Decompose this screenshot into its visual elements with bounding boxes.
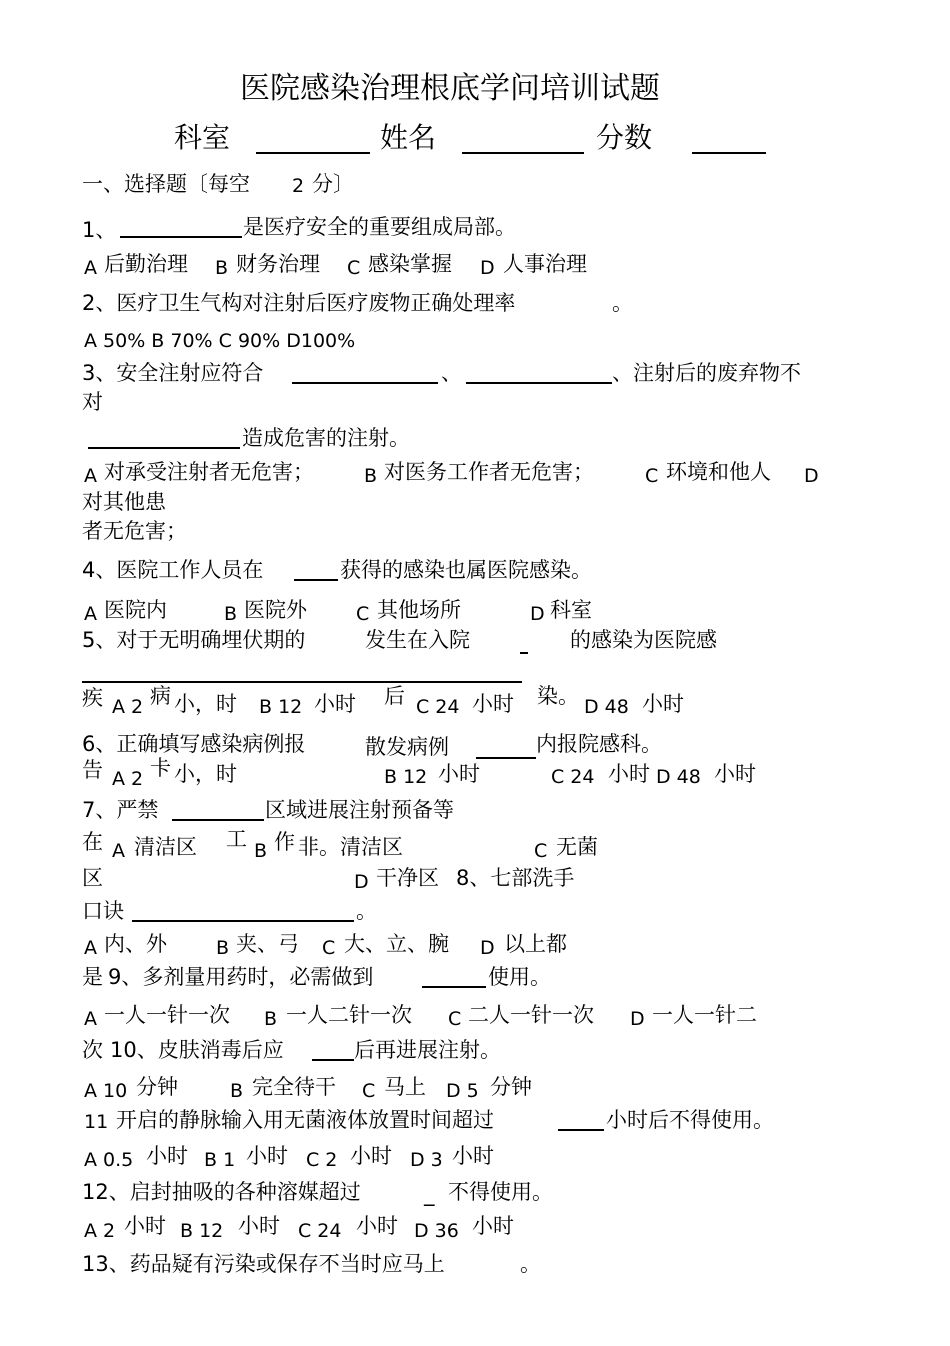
dept-blank[interactable] (256, 152, 370, 154)
q5-text-a: 5、对于无明确埋伏期的 (82, 628, 306, 652)
q12-text-c: 不得使用。 (448, 1180, 553, 1204)
q8-start: 8、七部洗手 (456, 866, 575, 890)
q2-end: 。 (612, 291, 633, 315)
q1-opt-c: 感染掌握 (368, 252, 452, 276)
q8-opt-b: 夹、弓 (236, 932, 299, 956)
q2-options: A 50% B 70% C 90% D100% (84, 330, 356, 352)
q3-text-e: 造成危害的注射。 (242, 426, 410, 450)
q8-text-b: 。 (356, 899, 377, 923)
section-label: 一、选择题〔每空 (82, 172, 250, 196)
q1-opt-d: 人事治理 (503, 252, 587, 276)
q5-opt-a: A 2 (112, 696, 144, 718)
q3-opt-c-letter: C (645, 465, 659, 487)
q4-opt-c: 其他场所 (377, 598, 461, 622)
q12-opt-c: C 24 (298, 1220, 342, 1242)
q6-text-d: 告 (82, 758, 103, 782)
q6-blank[interactable] (476, 757, 536, 759)
score-label: 分数 (596, 121, 653, 154)
q8-opt-d: 以上都 (504, 932, 567, 956)
q10-opt-c: 马上 (384, 1075, 426, 1099)
q9-opt-d-letter: D (630, 1008, 645, 1030)
q1-opt-c-letter: C (347, 257, 361, 279)
q4-text-a: 4、医院工作人员在 (82, 558, 264, 582)
q5-opt-a-unit: 小，时 (174, 692, 237, 716)
q5-text-m: 染。 (537, 684, 579, 708)
q11-text-c: 小时后不得使用。 (606, 1108, 774, 1132)
q4-opt-b-letter: B (224, 603, 238, 625)
q7-opt-a-letter: A (112, 840, 125, 862)
q10-opt-c-letter: C (362, 1080, 376, 1102)
q10-opt-b: 完全待干 (252, 1075, 336, 1099)
q3-opt-b: 对医务工作者无危害； (384, 460, 594, 484)
q9-opt-d: 一人一针二 (652, 1003, 757, 1027)
q9-opt-b: 一人二针一次 (286, 1003, 412, 1027)
q9-opt-a: 一人一针一次 (104, 1003, 230, 1027)
q7-opt-b-letter: B (254, 840, 268, 862)
q9-opt-c: 二人一针一次 (468, 1003, 594, 1027)
q6-opt-b: B 12 (384, 766, 428, 788)
q1-opt-a-letter: A (84, 257, 97, 279)
q5-text-f: 病 (150, 684, 171, 708)
q11-opt-c: C 2 (306, 1149, 338, 1171)
q2-text: 2、医疗卫生气构对注射后医疗废物正确处理率 (82, 291, 516, 315)
q4-opt-c-letter: C (356, 603, 370, 625)
q4-text-b: 获得的感染也属医院感染。 (340, 558, 592, 582)
q3-opt-d-line2: 对其他患 (82, 490, 166, 514)
q11-opt-a-unit: 小时 (146, 1144, 188, 1168)
q1-opt-d-letter: D (480, 257, 495, 279)
q6-opt-c-unit: 小时 (608, 762, 650, 786)
q12-blank[interactable]: _ (424, 1182, 435, 1206)
q5-blank-2[interactable] (82, 681, 522, 683)
q5-blank-1[interactable] (520, 652, 528, 654)
q13-text-a: 13、药品疑有污染或保存不当时应马上 (82, 1252, 445, 1276)
q10-opt-d: D 5 (446, 1080, 479, 1102)
q8-opt-a: 内、外 (104, 932, 167, 956)
q4-opt-a-letter: A (84, 603, 97, 625)
q10-opt-a-unit: 分钟 (136, 1075, 178, 1099)
q9-text-b: 9、多剂量用药时，必需做到 (108, 965, 374, 989)
q9-opt-a-letter: A (84, 1008, 97, 1030)
q7-opt-d: 干净区 (376, 866, 439, 890)
q11-opt-b: B 1 (204, 1149, 236, 1171)
q7-opt-a: 清洁区 (134, 835, 197, 859)
q12-opt-d: D 36 (414, 1220, 459, 1242)
score-blank[interactable] (692, 152, 766, 154)
q5-text-d: 疾 (82, 686, 103, 710)
q8-opt-c: 大、立、腕 (344, 932, 449, 956)
section-unit: 分〕 (312, 172, 354, 196)
q6-text-c: 内报院感科。 (536, 732, 662, 756)
q7-opt-c: 无菌 (556, 835, 598, 859)
q5-opt-d-unit: 小时 (642, 692, 684, 716)
q1-text: 是医疗安全的重要组成局部。 (243, 215, 516, 239)
q5-opt-c-unit: 小时 (472, 692, 514, 716)
q8-opt-c-letter: C (322, 937, 336, 959)
q3-blank-2[interactable] (466, 382, 612, 384)
q6-opt-d: D 48 (656, 766, 701, 788)
q8-opt-d-letter: D (480, 937, 495, 959)
q7-opt-d-letter: D (354, 871, 369, 893)
q5-opt-c: C 24 (416, 696, 460, 718)
name-label: 姓名 (380, 121, 437, 154)
section-num: 2 (292, 175, 305, 197)
q10-opt-d-unit: 分钟 (490, 1075, 532, 1099)
q12-opt-d-unit: 小时 (472, 1214, 514, 1238)
q11-opt-d: D 3 (410, 1149, 443, 1171)
q1-opt-b-letter: B (215, 257, 229, 279)
q8-blank[interactable] (132, 920, 354, 922)
q12-text-a: 12、启封抽吸的各种溶媒超过 (82, 1180, 361, 1204)
q1-opt-b: 财务治理 (236, 252, 320, 276)
q8-opt-b-letter: B (216, 937, 230, 959)
q3-opt-a-letter: A (84, 465, 97, 487)
q7-text-l: 区 (82, 866, 103, 890)
q4-opt-d: 科室 (550, 598, 592, 622)
q9-blank[interactable] (422, 986, 486, 988)
q3-opt-d-letter: D (804, 465, 819, 487)
q11-number: 11 (84, 1111, 109, 1133)
q7-text-a: 7、严禁 (82, 798, 159, 822)
q3-blank-1[interactable] (292, 382, 438, 384)
q10-blank[interactable] (312, 1059, 354, 1061)
q5-text-c: 的感染为医院感 (570, 628, 717, 652)
q3-opt-c: 环境和他人 (666, 460, 771, 484)
q6-text-b: 散发病例 (365, 735, 449, 759)
q12-opt-a-unit: 小时 (124, 1214, 166, 1238)
q6-opt-c: C 24 (551, 766, 595, 788)
q11-opt-c-unit: 小时 (350, 1144, 392, 1168)
q7-text-b: 区域进展注射预备等 (265, 798, 454, 822)
q5-text-b: 发生在入院 (365, 628, 470, 652)
q12-opt-a: A 2 (84, 1220, 116, 1242)
q11-opt-a: A 0.5 (84, 1149, 134, 1171)
q5-opt-b-unit: 小时 (314, 692, 356, 716)
q3-opt-a: 对承受注射者无危害； (104, 460, 314, 484)
q10-text-c: 后再进展注射。 (354, 1038, 501, 1062)
q7-blank[interactable] (172, 819, 264, 821)
q6-text-f: 卡 (150, 756, 171, 780)
page-title: 医院感染治理根底学问培训试题 (240, 71, 660, 106)
q10-opt-a: A 10 (84, 1080, 128, 1102)
q3-text-d: 对 (82, 390, 103, 414)
q6-opt-d-unit: 小时 (714, 762, 756, 786)
q4-blank[interactable] (294, 579, 338, 581)
q7-opt-c-letter: C (534, 840, 548, 862)
q4-opt-d-letter: D (530, 603, 545, 625)
q3-text-c: 、注射后的废弃物不 (612, 361, 801, 385)
q7-text-f: 工 (226, 827, 247, 851)
q12-opt-b: B 12 (180, 1220, 224, 1242)
q9-text-a: 是 (82, 965, 103, 989)
q3-text-b: 、 (441, 361, 462, 385)
q3-text-a: 3、安全注射应符合 (82, 361, 264, 385)
q10-text-b: 10、皮肤消毒后应 (110, 1038, 284, 1062)
q9-text-c: 使用。 (488, 965, 551, 989)
q11-opt-d-unit: 小时 (452, 1144, 494, 1168)
q3-opt-b-letter: B (364, 465, 378, 487)
q4-opt-a: 医院内 (104, 598, 167, 622)
q7-text-c: 在 (82, 830, 103, 854)
q10-opt-b-letter: B (230, 1080, 244, 1102)
q1-blank[interactable] (120, 236, 242, 238)
q8-opt-a-letter: A (84, 937, 97, 959)
q7-opt-b: 非。清洁区 (298, 835, 403, 859)
q11-blank[interactable] (558, 1129, 604, 1131)
q1-opt-a: 后勤治理 (104, 252, 188, 276)
q8-text-a: 口诀 (82, 899, 124, 923)
q6-opt-b-unit: 小时 (438, 762, 480, 786)
q6-text-a: 6、正确填写感染病例报 (82, 732, 306, 756)
q5-opt-b: B 12 (259, 696, 303, 718)
q9-opt-b-letter: B (264, 1008, 278, 1030)
q4-opt-b: 医院外 (244, 598, 307, 622)
dept-label: 科室 (174, 121, 231, 154)
q5-opt-d: D 48 (584, 696, 629, 718)
q7-text-h: 作 (274, 830, 295, 854)
q10-text-a: 次 (82, 1038, 103, 1062)
q11-text-b: 开启的静脉输入用无菌液体放置时间超过 (116, 1108, 494, 1132)
q1-number: 1、 (82, 218, 117, 242)
name-blank[interactable] (462, 152, 584, 154)
q12-opt-c-unit: 小时 (356, 1214, 398, 1238)
q3-opt-d-line3: 者无危害； (82, 519, 187, 543)
q11-opt-b-unit: 小时 (246, 1144, 288, 1168)
q13-end: 。 (520, 1252, 541, 1276)
q9-opt-c-letter: C (448, 1008, 462, 1030)
q12-opt-b-unit: 小时 (238, 1214, 280, 1238)
q5-text-j: 后 (384, 684, 405, 708)
q6-opt-a: A 2 (112, 768, 144, 790)
q6-opt-a-unit: 小，时 (174, 762, 237, 786)
q3-blank-3[interactable] (88, 447, 240, 449)
